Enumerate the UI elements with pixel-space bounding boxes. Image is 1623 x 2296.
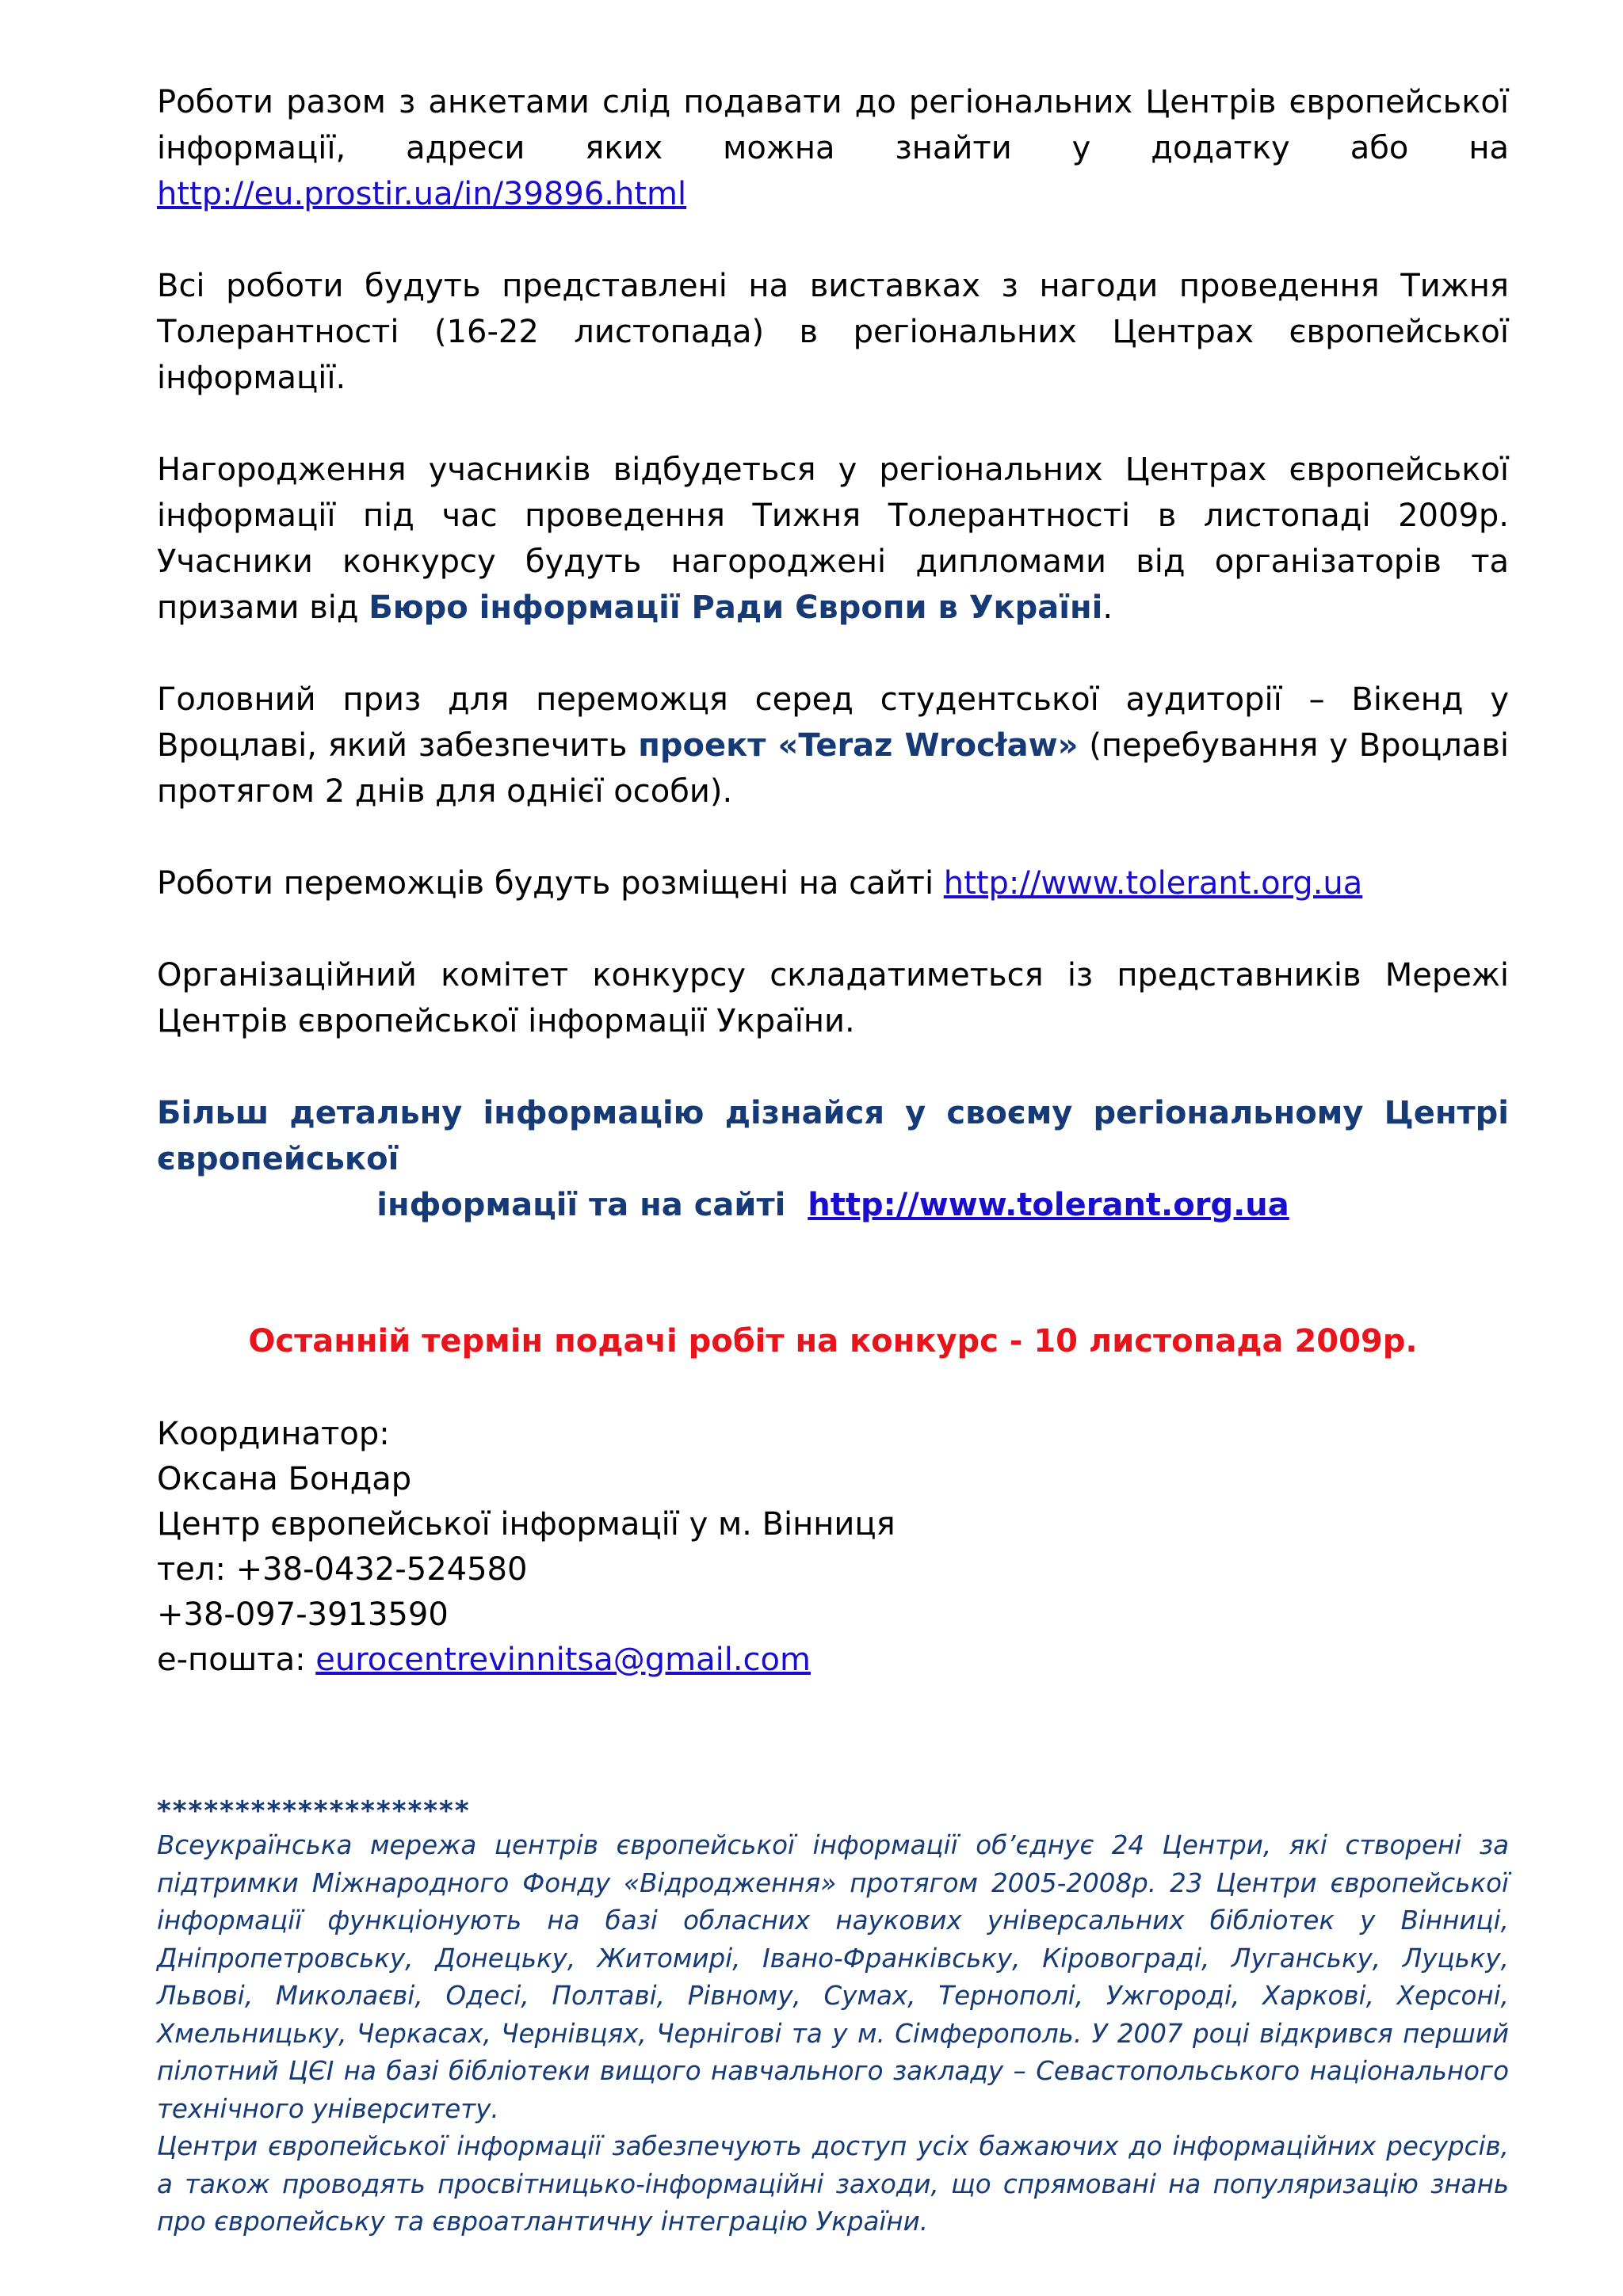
tolerant-link[interactable]: http://www.tolerant.org.ua	[943, 865, 1363, 902]
awards-end: .	[1102, 589, 1113, 626]
footer-centers-mission: Центри європейської інформації забезпечують доступ усіх бажаючих до інформаційних ресурсів, а також проводять просвітницько-інформаційні заходи, що спрямовані на популяризацію знань про європейську та євроатлантичну інтеграцію України.	[157, 2131, 1509, 2237]
prostir-link[interactable]: http://eu.prostir.ua/in/39896.html	[157, 176, 687, 212]
footer-network-info: Всеукраїнська мережа центрів європейської інформації об’єднує 24 Центри, які створені за підтримки Міжнародного Фонду «Відродження» протягом 2005-2008р. 23 Центри європейської інформації функціонують на базі обласних наукових універсальних бібліотек у Вінниці, Дніпропетровську, Донецьку, Житомирі, Івано-Франківську, Кіровограді, Луганську, Луцьку, Львові, Миколаєві, Одесі, Полтаві, Рівному, Сумах, Тернополі, Ужгороді, Харкові, Херсоні, Хмельницьку, Черкасах, Чернівцях, Чернігові та у м. Сімферополь. У 2007 році відкрився перший пілотний ЦЄІ на базі бібліотеки вищого навчального закладу – Севастопольського національного технічного університету.	[157, 1830, 1509, 2124]
paragraph-committee	[157, 952, 1509, 1044]
paragraph-main-prize	[157, 677, 1509, 814]
document-page	[157, 79, 1509, 2241]
committee-text: Організаційний комітет конкурсу складатиметься із представників Мережі Центрів європейської інформації України.	[157, 957, 1509, 1039]
submission-text: Роботи разом з анкетами слід подавати до регіональних Центрів європейської інформації, адреси яких можна знайти у додатку або на	[157, 84, 1509, 166]
exhibition-text: Всі роботи будуть представлені на виставках з нагоди проведення Тижня Толерантності (16-22 листопада) в регіональних Центрах європейської інформації.	[157, 268, 1509, 396]
paragraph-exhibition	[157, 263, 1509, 401]
footer-separator: ********************	[157, 1795, 471, 1827]
main-prize-text: Головний приз для переможця серед студентської аудиторії – Вікенд у Вроцлаві, який забезпечить	[157, 681, 1509, 764]
paragraph-awards	[157, 447, 1509, 631]
council-of-europe-bureau: Бюро інформації Ради Європи в Україні	[369, 589, 1103, 626]
awards-text: Нагородження учасників відбудеться у регіональних Центрах європейської інформації під час проведення Тижня Толерантності в листопаді 2009р. Учасники конкурсу будуть нагороджені дипломами від організаторів та призами від	[157, 452, 1509, 626]
more-info-block	[157, 1090, 1509, 1228]
phone-secondary: +38-097-3913590	[157, 1596, 449, 1633]
coordinator-label: Координатор:	[157, 1416, 390, 1452]
email-link[interactable]: eurocentrevinnitsa@gmail.com	[315, 1642, 811, 1678]
main-prize-end: (перебування у Вроцлаві протягом 2 днів для однієї особи).	[157, 727, 1510, 810]
contact-block	[157, 1412, 1509, 1683]
teraz-wroclaw-project: проект «Teraz Wrocław»	[638, 727, 1079, 764]
more-info-line1: Більш детальну інформацію дізнайся у своєму регіональному Центрі європейської	[157, 1095, 1509, 1177]
phone-primary: тел: +38-0432-524580	[157, 1551, 528, 1588]
winners-site-text: Роботи переможців будуть розміщені на сайті	[157, 865, 944, 902]
email-label: е-пошта:	[157, 1642, 316, 1678]
deadline-notice: Останній термін подачі робіт на конкурс - 10 листопада 2009р.	[248, 1323, 1418, 1360]
paragraph-winners-site	[157, 860, 1509, 906]
coordinator-org: Центр європейської інформації у м. Вінниця	[157, 1506, 896, 1543]
email-line	[157, 1638, 1509, 1683]
coordinator-name: Оксана Бондар	[157, 1461, 412, 1497]
more-info-link[interactable]: http://www.tolerant.org.ua	[808, 1187, 1289, 1223]
more-info-line2: інформації та на сайті	[376, 1187, 786, 1223]
paragraph-submission	[157, 79, 1509, 217]
